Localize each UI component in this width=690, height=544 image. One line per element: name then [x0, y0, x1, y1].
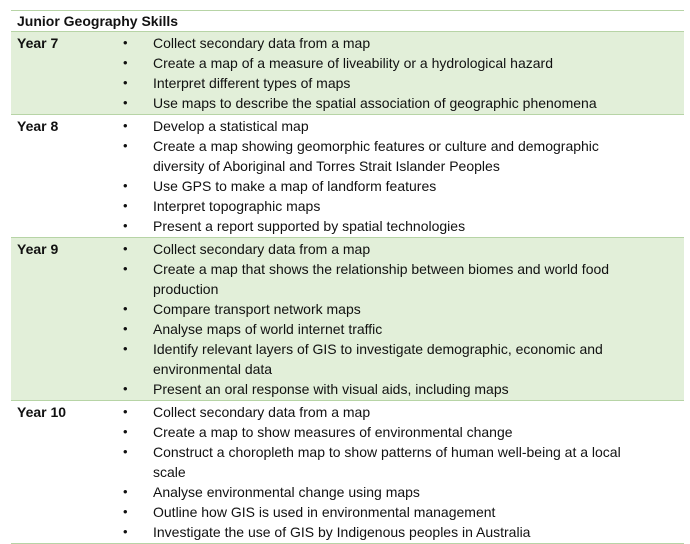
list-item [119, 93, 684, 113]
skill-text: Collect secondary data from a map [153, 404, 371, 420]
skill-text: Present an oral response with visual aids, including maps [153, 381, 509, 397]
list-item [119, 339, 684, 379]
bullet-icon: • [123, 218, 128, 233]
bullet-icon: • [123, 198, 128, 213]
bullet-icon: • [123, 35, 128, 50]
skills-table [11, 10, 684, 544]
skill-text: Interpret different types of maps [153, 75, 351, 91]
skill-text: Present a report supported by spatial technologies [153, 218, 466, 234]
skill-text: Use GPS to make a map of landform features [153, 178, 437, 194]
table-title: Junior Geography Skills [11, 11, 684, 32]
skill-list [119, 402, 684, 542]
list-item [119, 502, 684, 522]
skill-text: Outline how GIS is used in environmental management [153, 504, 496, 520]
list-item [119, 176, 684, 196]
list-item [119, 319, 684, 339]
skill-text: Use maps to describe the spatial association of geographic phenomena [153, 95, 597, 111]
list-item [119, 216, 684, 236]
skill-text: Identify relevant layers of GIS to investigate demographic, economic and environmental data [153, 341, 603, 377]
skill-text: Create a map that shows the relationship between biomes and world food production [153, 261, 610, 297]
bullet-icon: • [123, 261, 128, 276]
list-item [119, 73, 684, 93]
skill-text: Collect secondary data from a map [153, 241, 371, 257]
bullet-icon: • [123, 341, 128, 356]
list-item [119, 53, 684, 73]
bullet-icon: • [123, 444, 128, 459]
year-row-8 [11, 115, 684, 238]
year-label: Year 9 [17, 241, 59, 257]
bullet-icon: • [123, 321, 128, 336]
list-item [119, 482, 684, 502]
bullet-icon: • [123, 424, 128, 439]
list-item [119, 33, 684, 53]
skill-text: Analyse maps of world internet traffic [153, 321, 383, 337]
skill-text: Analyse environmental change using maps [153, 484, 420, 500]
skill-list [119, 116, 684, 236]
skill-text: Develop a statistical map [153, 118, 309, 134]
skill-text: Construct a choropleth map to show patterns of human well-being at a local scale [153, 444, 621, 480]
skill-text: Investigate the use of GIS by Indigenous peoples in Australia [153, 524, 531, 540]
bullet-icon: • [123, 118, 128, 133]
list-item [119, 299, 684, 319]
bullet-icon: • [123, 241, 128, 256]
skill-text: Create a map of a measure of liveability or a hydrological hazard [153, 55, 553, 71]
bullet-icon: • [123, 75, 128, 90]
list-item [119, 116, 684, 136]
bullet-icon: • [123, 484, 128, 499]
list-item [119, 402, 684, 422]
skill-list [119, 33, 684, 113]
list-item [119, 442, 684, 482]
list-item [119, 259, 684, 299]
list-item [119, 239, 684, 259]
bullet-icon: • [123, 381, 128, 396]
skill-text: Interpret topographic maps [153, 198, 321, 214]
year-label: Year 7 [17, 35, 59, 51]
list-item [119, 422, 684, 442]
year-row-10 [11, 401, 684, 544]
bullet-icon: • [123, 504, 128, 519]
bullet-icon: • [123, 524, 128, 539]
bullet-icon: • [123, 138, 128, 153]
skill-text: Collect secondary data from a map [153, 35, 371, 51]
list-item [119, 379, 684, 399]
year-row-9 [11, 238, 684, 401]
bullet-icon: • [123, 178, 128, 193]
year-label: Year 8 [17, 118, 59, 134]
skill-list [119, 239, 684, 399]
skill-text: Compare transport network maps [153, 301, 361, 317]
bullet-icon: • [123, 95, 128, 110]
list-item [119, 196, 684, 216]
skill-text: Create a map to show measures of environmental change [153, 424, 513, 440]
year-row-7 [11, 32, 684, 115]
bullet-icon: • [123, 301, 128, 316]
bullet-icon: • [123, 55, 128, 70]
list-item [119, 522, 684, 542]
skill-text: Create a map showing geomorphic features or culture and demographic diversity of Aboriginal and Torres Strait Islander Peoples [153, 138, 599, 174]
year-label: Year 10 [17, 404, 67, 420]
bullet-icon: • [123, 404, 128, 419]
list-item [119, 136, 684, 176]
